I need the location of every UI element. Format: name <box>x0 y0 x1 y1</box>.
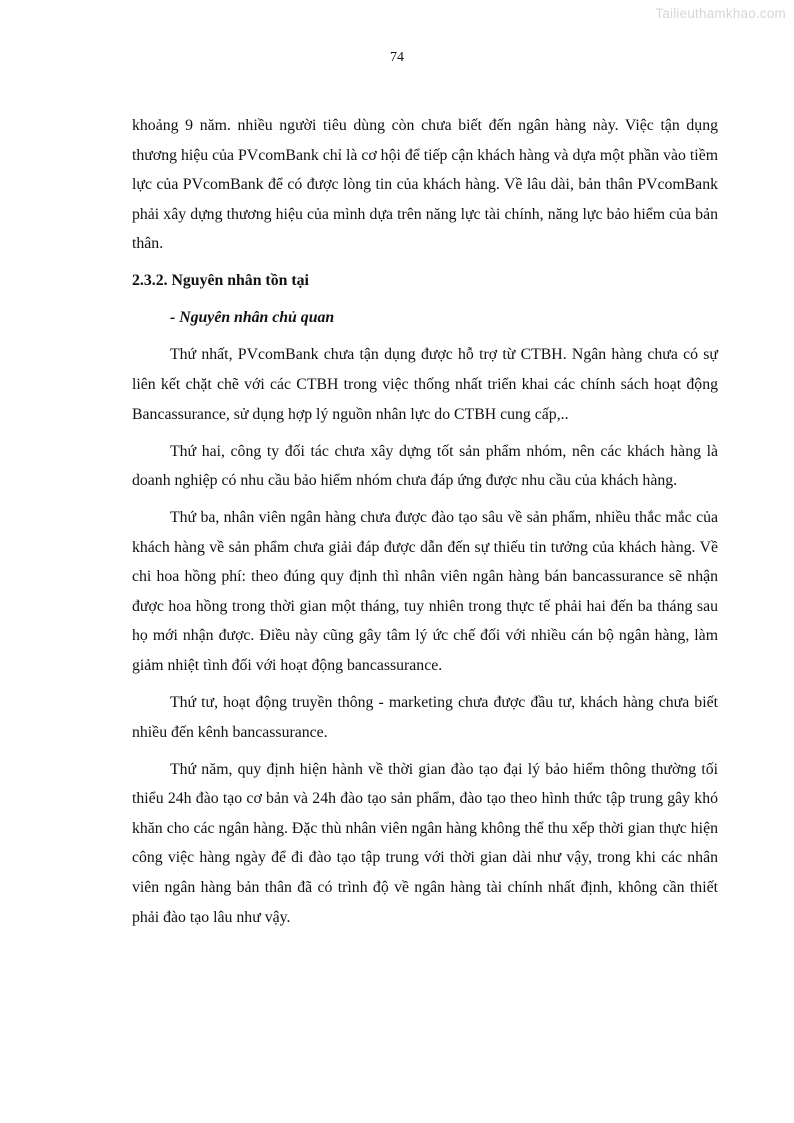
page-content <box>132 111 718 932</box>
paragraph-third-reason: Thứ ba, nhân viên ngân hàng chưa được đào tạo sâu về sản phẩm, nhiều thắc mắc của khách hàng về sản phẩm chưa giải đáp được dẫn đến sự thiếu tin tưởng của khách hàng. Về chi hoa hồng phí: theo đúng quy định thì nhân viên ngân hàng bán bancassurance sẽ nhận được hoa hồng trong thời gian một tháng, tuy nhiên trong thực tế phải hai đến ba tháng sau họ mới nhận được. Điều này cũng gây tâm lý ức chế đối với nhiều cán bộ ngân hàng, làm giảm nhiệt tình đối với hoạt động bancassurance. <box>132 509 718 675</box>
section-heading: 2.3.2. Nguyên nhân tồn tại <box>132 272 309 290</box>
paragraph-first-reason: Thứ nhất, PVcomBank chưa tận dụng được hỗ trợ từ CTBH. Ngân hàng chưa có sự liên kết chặt chẽ với các CTBH trong việc thống nhất triển khai các chính sách hoạt động Bancassurance, sử dụng hợp lý nguồn nhân lực do CTBH cung cấp,.. <box>132 346 718 423</box>
paragraph-fifth-reason: Thứ năm, quy định hiện hành về thời gian đào tạo đại lý bảo hiểm thông thường tối thiểu 24h đào tạo cơ bản và 24h đào tạo sản phẩm, đào tạo theo hình thức tập trung gây khó khăn cho các ngân hàng. Đặc thù nhân viên ngân hàng không thể thu xếp thời gian thực hiện công việc hàng ngày để đi đào tạo tập trung với thời gian dài như vậy, trong khi các nhân viên ngân hàng bản thân đã có trình độ về ngân hàng tài chính nhất định, không cần thiết phải đào tạo lâu như vậy. <box>132 760 718 926</box>
subsection-heading: - Nguyên nhân chủ quan <box>170 309 335 327</box>
paragraph-fourth-reason: Thứ tư, hoạt động truyền thông - marketing chưa được đầu tư, khách hàng chưa biết nhiều đến kênh bancassurance. <box>132 694 718 741</box>
page-number: 74 <box>390 50 404 65</box>
paragraph-second-reason: Thứ hai, công ty đối tác chưa xây dựng tốt sản phẩm nhóm, nên các khách hàng là doanh nghiệp có nhu cầu bảo hiểm nhóm chưa đáp ứng được nhu cầu của khách hàng. <box>132 442 718 490</box>
watermark: Tailieuthamkhao.com <box>655 6 786 21</box>
paragraph-continuation: khoảng 9 năm. nhiều người tiêu dùng còn chưa biết đến ngân hàng này. Việc tận dụng thương hiệu của PVcomBank chỉ là cơ hội để tiếp cận khách hàng và dựa một phần vào tiềm lực của PVcomBank để có được lòng tin của khách hàng. Về lâu dài, bản thân PVcomBank phải xây dựng thương hiệu của mình dựa trên năng lực tài chính, năng lực bảo hiểm của bản thân. <box>132 117 718 253</box>
